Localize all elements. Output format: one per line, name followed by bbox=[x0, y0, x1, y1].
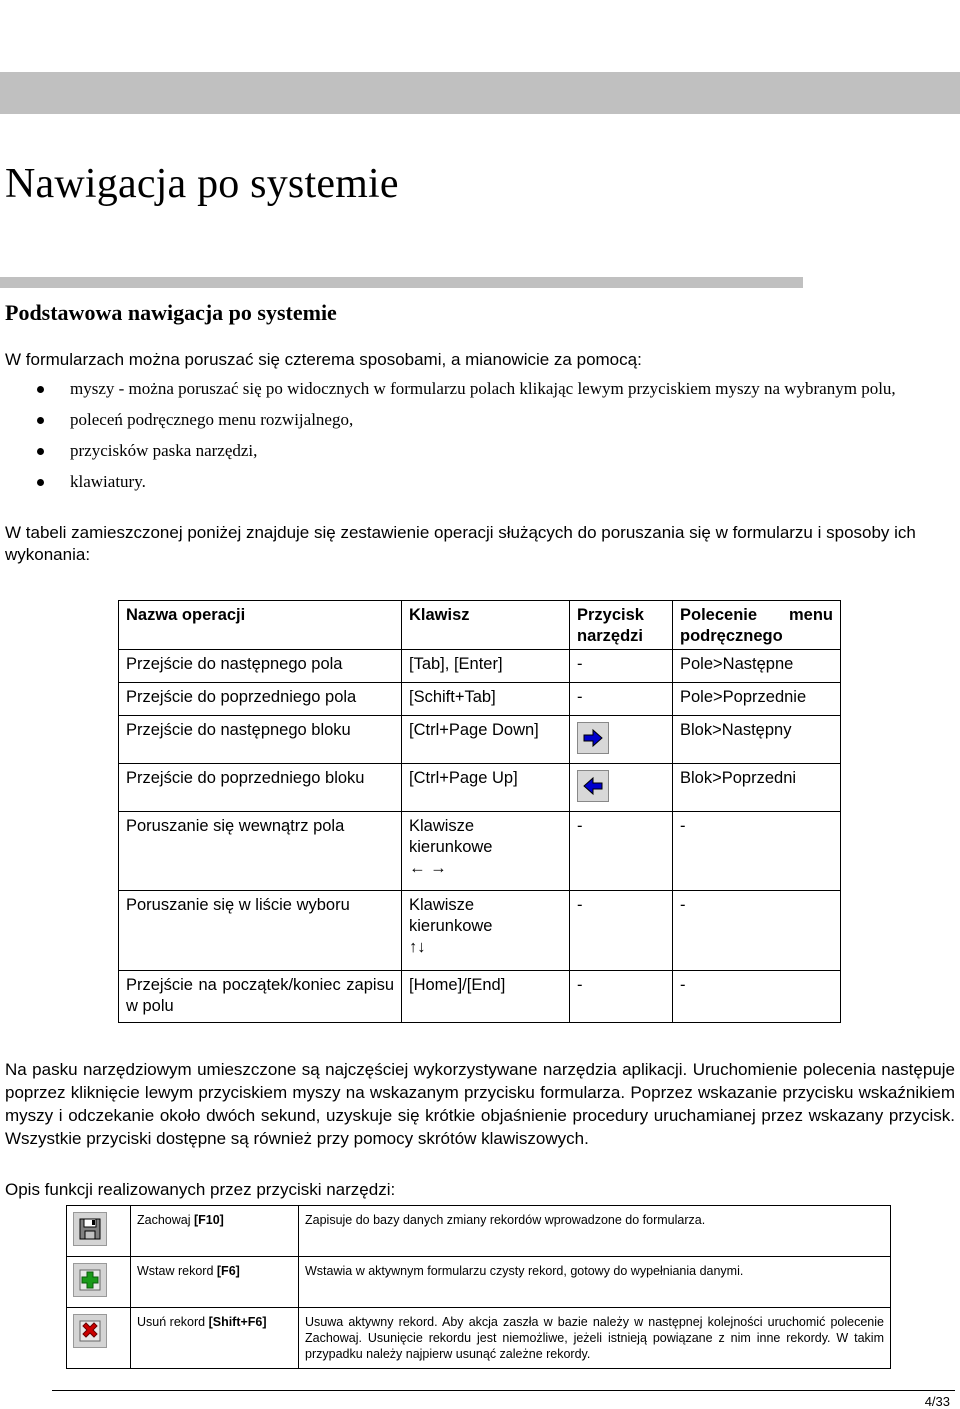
delete-record-button[interactable] bbox=[73, 1314, 107, 1348]
operation-key bbox=[402, 812, 570, 891]
operation-button: - bbox=[570, 891, 673, 971]
section-subtitle: Podstawowa nawigacja po systemie bbox=[5, 300, 337, 325]
tool-icon-cell bbox=[67, 1206, 131, 1257]
list-item bbox=[5, 378, 955, 399]
operation-button: - bbox=[570, 812, 673, 891]
operation-name: Przejście do następnego pola bbox=[119, 650, 402, 683]
toolbar-paragraph: Na pasku narzędziowym umieszczone są najczęściej wykorzystywane narzędzia aplikacji. Uruchomienie polecenia następuje poprzez kliknięcie lewym przyciskiem myszy na wskazanym przycisku formularza. Poprzez wskazanie przycisku wskaźnikiem myszy i odczekanie około dwóch sekund, uzyskuje się krótkie objaśnienie procedury uruchamianej przez wskazany przycisk. Wszystkie przyciski dostępne są również przy pomocy skrótów klawiszowych. bbox=[5, 1060, 955, 1148]
tool-icon-cell bbox=[67, 1257, 131, 1308]
tool-name-text: Usuń rekord bbox=[137, 1315, 209, 1329]
table-intro-paragraph: W tabeli zamieszczonej poniżej znajduje się zestawienie operacji służących do poruszania się w formularzu i sposoby ich wykonania: bbox=[5, 523, 916, 564]
page-number: 4/33 bbox=[924, 1394, 950, 1409]
operation-menu: - bbox=[673, 891, 841, 971]
tools-table bbox=[66, 1205, 891, 1369]
operations-table bbox=[118, 600, 841, 1023]
list-item-text: przycisków paska narzędzi, bbox=[70, 441, 258, 460]
intro-paragraph: W formularzach można poruszać się czterema sposobami, a mianowicie za pomocą: bbox=[5, 350, 642, 369]
table-row bbox=[119, 891, 841, 971]
bullet-icon bbox=[37, 448, 44, 455]
bullet-icon bbox=[37, 386, 44, 393]
operation-key: [Ctrl+Page Up] bbox=[402, 764, 570, 812]
footer-divider bbox=[52, 1390, 955, 1391]
tool-name bbox=[131, 1206, 299, 1257]
page-title: Nawigacja po systemie bbox=[5, 161, 399, 207]
operation-button bbox=[570, 716, 673, 764]
save-button[interactable] bbox=[73, 1212, 107, 1246]
tools-intro-paragraph: Opis funkcji realizowanych przez przyciski narzędzi: bbox=[5, 1180, 396, 1199]
operation-name: Przejście do poprzedniego bloku bbox=[119, 764, 402, 812]
column-header: Nazwa operacji bbox=[119, 601, 402, 650]
operation-menu: Blok>Następny bbox=[673, 716, 841, 764]
section-bar bbox=[0, 277, 803, 288]
operation-key bbox=[402, 891, 570, 971]
key-label: Klawisze kierunkowe bbox=[409, 817, 493, 856]
list-item-text: myszy - można poruszać się po widocznych w formularzu polach klikając lewym przyciskiem myszy na wybranym polu, bbox=[70, 379, 896, 398]
tool-description: Zapisuje do bazy danych zmiany rekordów wprowadzone do formularza. bbox=[299, 1206, 891, 1257]
operation-name: Przejście na początek/koniec zapisu w polu bbox=[119, 971, 402, 1023]
save-floppy-icon bbox=[78, 1217, 102, 1241]
operation-button: - bbox=[570, 650, 673, 683]
bullet-list bbox=[5, 378, 955, 502]
operation-name: Poruszanie się wewnątrz pola bbox=[119, 812, 402, 891]
header-bar bbox=[0, 72, 960, 114]
operation-menu: Blok>Poprzedni bbox=[673, 764, 841, 812]
tool-shortcut: [F6] bbox=[216, 1264, 240, 1278]
operation-name: Przejście do następnego bloku bbox=[119, 716, 402, 764]
list-item bbox=[5, 409, 955, 430]
add-record-button[interactable] bbox=[73, 1263, 107, 1297]
operation-name: Poruszanie się w liście wyboru bbox=[119, 891, 402, 971]
arrow-left-icon bbox=[581, 774, 605, 798]
table-row bbox=[119, 971, 841, 1023]
tool-name bbox=[131, 1257, 299, 1308]
operation-key: [Tab], [Enter] bbox=[402, 650, 570, 683]
key-arrows: ← → bbox=[409, 859, 447, 877]
operation-key: [Home]/[End] bbox=[402, 971, 570, 1023]
operation-button: - bbox=[570, 683, 673, 716]
operation-button bbox=[570, 764, 673, 812]
operation-menu: Pole>Poprzednie bbox=[673, 683, 841, 716]
table-row bbox=[119, 650, 841, 683]
next-block-button[interactable] bbox=[577, 722, 609, 754]
tool-shortcut: [Shift+F6] bbox=[208, 1315, 267, 1329]
operation-key: [Schift+Tab] bbox=[402, 683, 570, 716]
operation-menu: - bbox=[673, 971, 841, 1023]
tool-description: Wstawia w aktywnym formularzu czysty rekord, gotowy do wypełniania danymi. bbox=[299, 1257, 891, 1308]
operation-button: - bbox=[570, 971, 673, 1023]
tool-icon-cell bbox=[67, 1308, 131, 1369]
table-row bbox=[67, 1206, 891, 1257]
add-record-icon bbox=[78, 1268, 102, 1292]
tool-name-text: Zachowaj bbox=[137, 1213, 194, 1227]
bullet-icon bbox=[37, 417, 44, 424]
bullet-icon bbox=[37, 479, 44, 486]
column-header: Polecenie menu podręcznego bbox=[673, 601, 841, 650]
tool-description: Usuwa aktywny rekord. Aby akcja zaszła w bazie należy w następnej kolejności uruchomić polecenie Zachowaj. Usunięcie rekordu jest niemożliwe, jeżeli istnieją powiązane z nim inne rekordy. W takim przypadku należy najpierw usunąć zależne rekordy. bbox=[299, 1308, 891, 1369]
table-row bbox=[119, 683, 841, 716]
table-header-row bbox=[119, 601, 841, 650]
delete-record-icon bbox=[78, 1319, 102, 1343]
list-item-text: klawiatury. bbox=[70, 472, 146, 491]
operation-key: [Ctrl+Page Down] bbox=[402, 716, 570, 764]
operation-menu: Pole>Następne bbox=[673, 650, 841, 683]
operation-menu: - bbox=[673, 812, 841, 891]
prev-block-button[interactable] bbox=[577, 770, 609, 802]
operation-name: Przejście do poprzedniego pola bbox=[119, 683, 402, 716]
tool-name bbox=[131, 1308, 299, 1369]
table-row bbox=[67, 1308, 891, 1369]
table-row bbox=[119, 716, 841, 764]
column-header: Przycisk narzędzi bbox=[570, 601, 673, 650]
tool-shortcut: [F10] bbox=[193, 1213, 224, 1227]
table-row bbox=[119, 764, 841, 812]
key-label: Klawisze kierunkowe bbox=[409, 896, 493, 935]
arrow-right-icon bbox=[581, 726, 605, 750]
list-item-text: poleceń podręcznego menu rozwijalnego, bbox=[70, 410, 354, 429]
list-item bbox=[5, 471, 955, 492]
table-row bbox=[67, 1257, 891, 1308]
column-header: Klawisz bbox=[402, 601, 570, 650]
key-arrows: ↑↓ bbox=[409, 938, 426, 956]
table-row bbox=[119, 812, 841, 891]
list-item bbox=[5, 440, 955, 461]
tool-name-text: Wstaw rekord bbox=[137, 1264, 217, 1278]
